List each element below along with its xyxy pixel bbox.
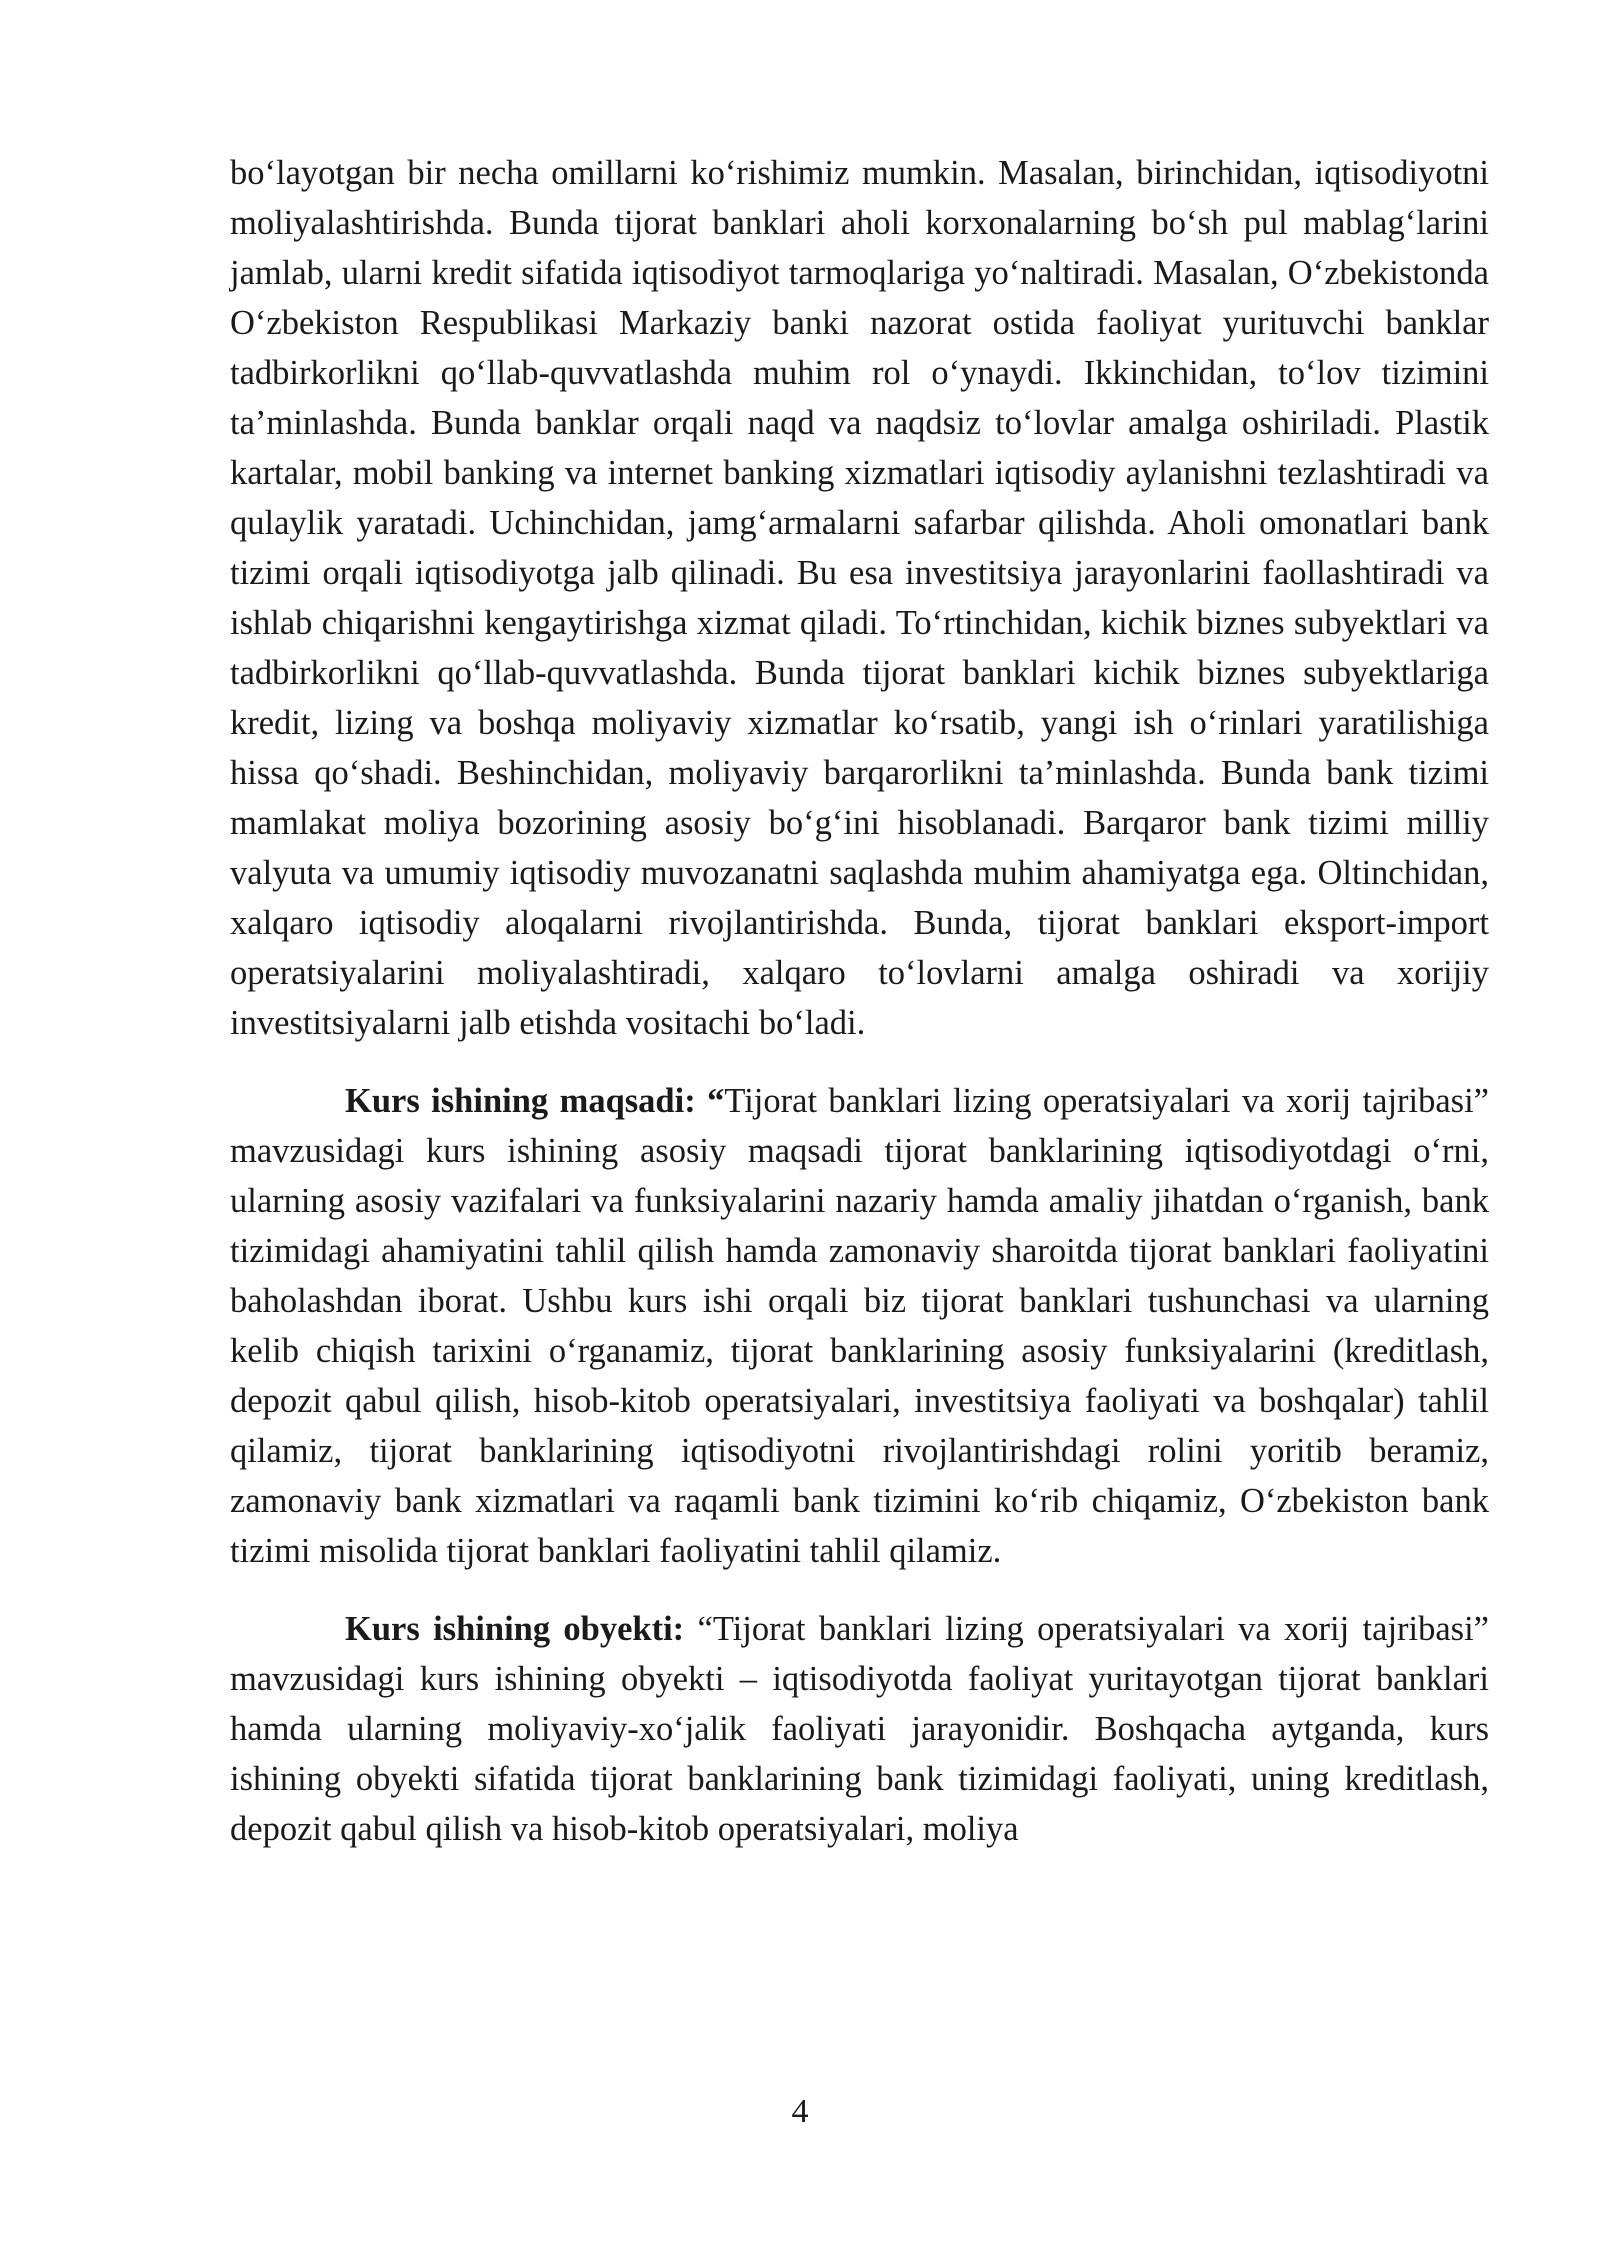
page-number: 4 — [791, 2093, 809, 2130]
paragraph-lead-goal: Kurs ishining maqsadi: “ — [345, 1082, 725, 1120]
paragraph-course-object — [230, 1604, 1489, 1854]
paragraph-lead-object: Kurs ishining obyekti: — [345, 1610, 685, 1648]
paragraph-text: bo‘layotgan bir necha omillarni ko‘rishimiz mumkin. Masalan, birinchidan, iqtisodiyotni moliyalashtirishda. Bunda tijorat banklari aholi korxonalarning bo‘sh pul mablag‘larini jamlab, ularni kredit sifatida iqtisodiyot tarmoqlariga yo‘naltiradi. Masalan, O‘zbekistonda O‘zbekiston Respublikasi Markaziy banki nazorat ostida faoliyat yurituvchi banklar tadbirkorlikni qo‘llab-quvvatlashda muhim rol o‘ynaydi. Ikkinchidan, to‘lov tizimini ta’minlashda. Bunda banklar orqali naqd va naqdsiz to‘lovlar amalga oshiriladi. Plastik kartalar, mobil banking va internet banking xizmatlari iqtisodiy aylanishni tezlashtiradi va qulaylik yaratadi. Uchinchidan, jamg‘armalarni safarbar qilishda. Aholi omonatlari bank tizimi orqali iqtisodiyotga jalb qilinadi. Bu esa investitsiya jarayonlarini faollashtiradi va ishlab chiqarishni kengaytirishga xizmat qiladi. To‘rtinchidan, kichik biznes subyektlari va tadbirkorlikni qo‘llab-quvvatlashda. Bunda tijorat banklari kichik biznes subyektlariga kredit, lizing va boshqa moliyaviy xizmatlar ko‘rsatib, yangi ish o‘rinlari yaratilishiga hissa qo‘shadi. Beshinchidan, moliyaviy barqarorlikni ta’minlashda. Bunda bank tizimi mamlakat moliya bozorining asosiy bo‘g‘ini hisoblanadi. Barqaror bank tizimi milliy valyuta va umumiy iqtisodiy muvozanatni saqlashda muhim ahamiyatga ega. Oltinchidan, xalqaro iqtisodiy aloqalarni rivojlantirishda. Bunda, tijorat banklari eksport-import operatsiyalarini moliyalashtiradi, xalqaro to‘lovlarni amalga oshiradi va xorijiy investitsiyalarni jalb etishda vositachi bo‘ladi. — [230, 154, 1489, 1042]
paragraph-bank-factors — [230, 148, 1489, 1048]
document-page — [230, 148, 1489, 1854]
paragraph-course-goal — [230, 1076, 1489, 1576]
paragraph-text: “Tijorat banklari lizing operatsiyalari va xorij tajribasi” mavzusidagi kurs ishining obyekti – iqtisodiyotda faoliyat yuritayotgan tijorat banklari hamda ularning moliyaviy-xo‘jalik faoliyati jarayonidir. Boshqacha aytganda, kurs ishining obyekti sifatida tijorat banklarining bank tizimidagi faoliyati, uning kreditlash, depozit qabul qilish va hisob-kitob operatsiyalari, moliya — [230, 1610, 1489, 1848]
paragraph-text: Tijorat banklari lizing operatsiyalari va xorij tajribasi” mavzusidagi kurs ishining asosiy maqsadi tijorat banklarining iqtisodiyotdagi o‘rni, ularning asosiy vazifalari va funksiyalarini nazariy hamda amaliy jihatdan o‘rganish, bank tizimidagi ahamiyatini tahlil qilish hamda zamonaviy sharoitda tijorat banklari faoliyatini baholashdan iborat. Ushbu kurs ishi orqali biz tijorat banklari tushunchasi va ularning kelib chiqish tarixini o‘rganamiz, tijorat banklarining asosiy funksiyalarini (kreditlash, depozit qabul qilish, hisob-kitob operatsiyalari, investitsiya faoliyati va boshqalar) tahlil qilamiz, tijorat banklarining iqtisodiyotni rivojlantirishdagi rolini yoritib beramiz, zamonaviy bank xizmatlari va raqamli bank tizimini ko‘rib chiqamiz, O‘zbekiston bank tizimi misolida tijorat banklari faoliyatini tahlil qilamiz. — [230, 1082, 1490, 1570]
